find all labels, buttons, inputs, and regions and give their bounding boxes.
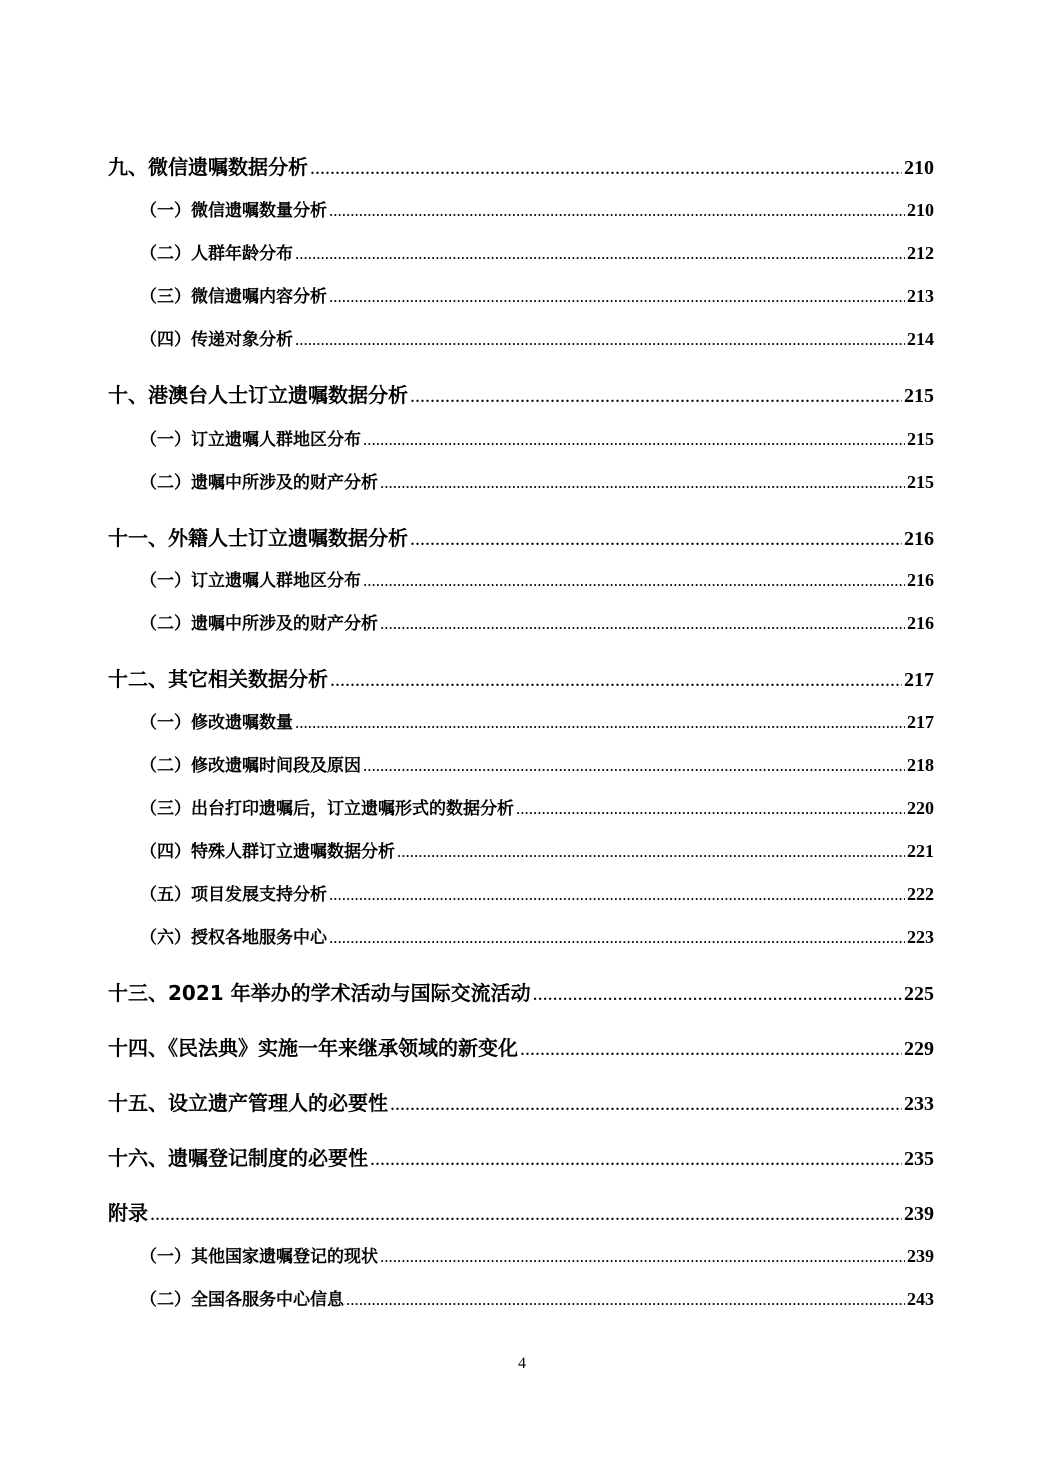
toc-entry-title: 九、微信遗嘱数据分析 (108, 155, 308, 179)
toc-entry-page: 225 (904, 983, 934, 1005)
dot-leader (370, 1148, 902, 1171)
toc-entry[interactable] (108, 522, 934, 551)
toc-entry-title: （二）遗嘱中所涉及的财产分析 (140, 473, 378, 493)
toc-entry-page: 218 (907, 755, 934, 775)
dot-leader (310, 157, 902, 180)
toc-entry-title: （一）订立遗嘱人群地区分布 (140, 430, 361, 450)
toc-entry[interactable] (108, 151, 934, 180)
toc-entry-title: （五）项目发展支持分析 (140, 885, 327, 905)
dot-leader (346, 1290, 905, 1310)
toc-entry-page: 229 (904, 1038, 934, 1060)
toc-entry-page: 235 (904, 1148, 934, 1170)
toc-entry-page: 215 (907, 472, 934, 492)
toc-entry[interactable] (140, 468, 934, 493)
toc-entry-page: 215 (907, 429, 934, 449)
dot-leader (410, 528, 902, 551)
toc-entry[interactable] (140, 708, 934, 733)
toc-entry[interactable] (140, 794, 934, 819)
toc-entry[interactable] (140, 239, 934, 264)
toc-entry-page: 221 (907, 841, 934, 861)
dot-leader (397, 842, 905, 862)
dot-leader (533, 983, 902, 1006)
dot-leader (329, 928, 905, 948)
toc-entry[interactable] (108, 1197, 934, 1226)
toc-entry[interactable] (140, 325, 934, 350)
dot-leader (295, 713, 905, 733)
toc-entry[interactable] (140, 923, 934, 948)
toc-entry-page: 210 (907, 200, 934, 220)
toc-entry-title: 十二、其它相关数据分析 (108, 667, 328, 691)
dot-leader (363, 430, 905, 450)
dot-leader (380, 614, 905, 634)
dot-leader (329, 287, 905, 307)
toc-entry-title: （一）订立遗嘱人群地区分布 (140, 571, 361, 591)
dot-leader (329, 201, 905, 221)
toc-entry[interactable] (108, 663, 934, 692)
toc-entry[interactable] (140, 880, 934, 905)
toc-entry[interactable] (140, 1285, 934, 1310)
toc-entry[interactable] (140, 196, 934, 221)
dot-leader (295, 330, 905, 350)
dot-leader (363, 756, 905, 776)
toc-entry-title: 附录 (108, 1201, 148, 1225)
toc-entry-title: （六）授权各地服务中心 (140, 928, 327, 948)
toc-entry-title: 十一、外籍人士订立遗嘱数据分析 (108, 526, 408, 550)
page-number: 4 (518, 1355, 526, 1372)
toc-entry[interactable] (108, 1142, 934, 1171)
toc-entry-title: （三）微信遗嘱内容分析 (140, 287, 327, 307)
dot-leader (330, 669, 902, 692)
toc-entry[interactable] (140, 751, 934, 776)
toc-entry[interactable] (108, 1087, 934, 1116)
toc-entry[interactable] (108, 1032, 934, 1061)
toc-entry-title: 十三、2021 年举办的学术活动与国际交流活动 (108, 981, 531, 1005)
toc-entry[interactable] (108, 977, 934, 1006)
toc-entry-title: （二）全国各服务中心信息 (140, 1290, 344, 1310)
toc-entry-title: （一）其他国家遗嘱登记的现状 (140, 1247, 378, 1267)
toc-entry-title: 十、港澳台人士订立遗嘱数据分析 (108, 383, 408, 407)
dot-leader (520, 1038, 902, 1061)
toc-entry[interactable] (108, 379, 934, 408)
toc-entry-page: 217 (904, 669, 934, 691)
dot-leader (516, 799, 905, 819)
toc-entry-page: 217 (907, 712, 934, 732)
toc-entry-page: 214 (907, 329, 934, 349)
toc-entry-page: 213 (907, 286, 934, 306)
dot-leader (390, 1093, 902, 1116)
toc-entry-title: （四）传递对象分析 (140, 330, 293, 350)
dot-leader (380, 473, 905, 493)
toc-entry-title: 十六、遗嘱登记制度的必要性 (108, 1146, 368, 1170)
toc-entry-page: 220 (907, 798, 934, 818)
dot-leader (295, 244, 905, 264)
toc-entry-page: 216 (907, 570, 934, 590)
toc-entry-title: （三）出台打印遗嘱后，订立遗嘱形式的数据分析 (140, 799, 514, 819)
toc-entry[interactable] (140, 425, 934, 450)
toc-entry-title: （四）特殊人群订立遗嘱数据分析 (140, 842, 395, 862)
toc-entry[interactable] (140, 282, 934, 307)
toc-entry-page: 222 (907, 884, 934, 904)
toc-entry-page: 212 (907, 243, 934, 263)
toc-entry-page: 216 (904, 528, 934, 550)
toc-entry-page: 215 (904, 385, 934, 407)
dot-leader (380, 1247, 905, 1267)
toc-entry-title: （二）遗嘱中所涉及的财产分析 (140, 614, 378, 634)
toc-entry-title: （二）修改遗嘱时间段及原因 (140, 756, 361, 776)
toc-entry[interactable] (140, 566, 934, 591)
toc-entry-page: 243 (907, 1289, 934, 1309)
toc-entry-title: 十五、设立遗产管理人的必要性 (108, 1091, 388, 1115)
toc-entry-title: （二）人群年龄分布 (140, 244, 293, 264)
dot-leader (150, 1203, 902, 1226)
toc-entry-title: 十四、《民法典》实施一年来继承领域的新变化 (108, 1036, 518, 1060)
toc-entry-page: 223 (907, 927, 934, 947)
toc-entry-page: 233 (904, 1093, 934, 1115)
toc-entry-page: 216 (907, 613, 934, 633)
toc-entry-title: （一）微信遗嘱数量分析 (140, 201, 327, 221)
toc-entry-title: （一）修改遗嘱数量 (140, 713, 293, 733)
dot-leader (363, 571, 905, 591)
toc-entry[interactable] (140, 1242, 934, 1267)
toc-entry-page: 239 (904, 1203, 934, 1225)
toc-entry[interactable] (140, 837, 934, 862)
dot-leader (410, 385, 902, 408)
toc-entry[interactable] (140, 609, 934, 634)
dot-leader (329, 885, 905, 905)
toc-entry-page: 210 (904, 157, 934, 179)
toc-entry-page: 239 (907, 1246, 934, 1266)
